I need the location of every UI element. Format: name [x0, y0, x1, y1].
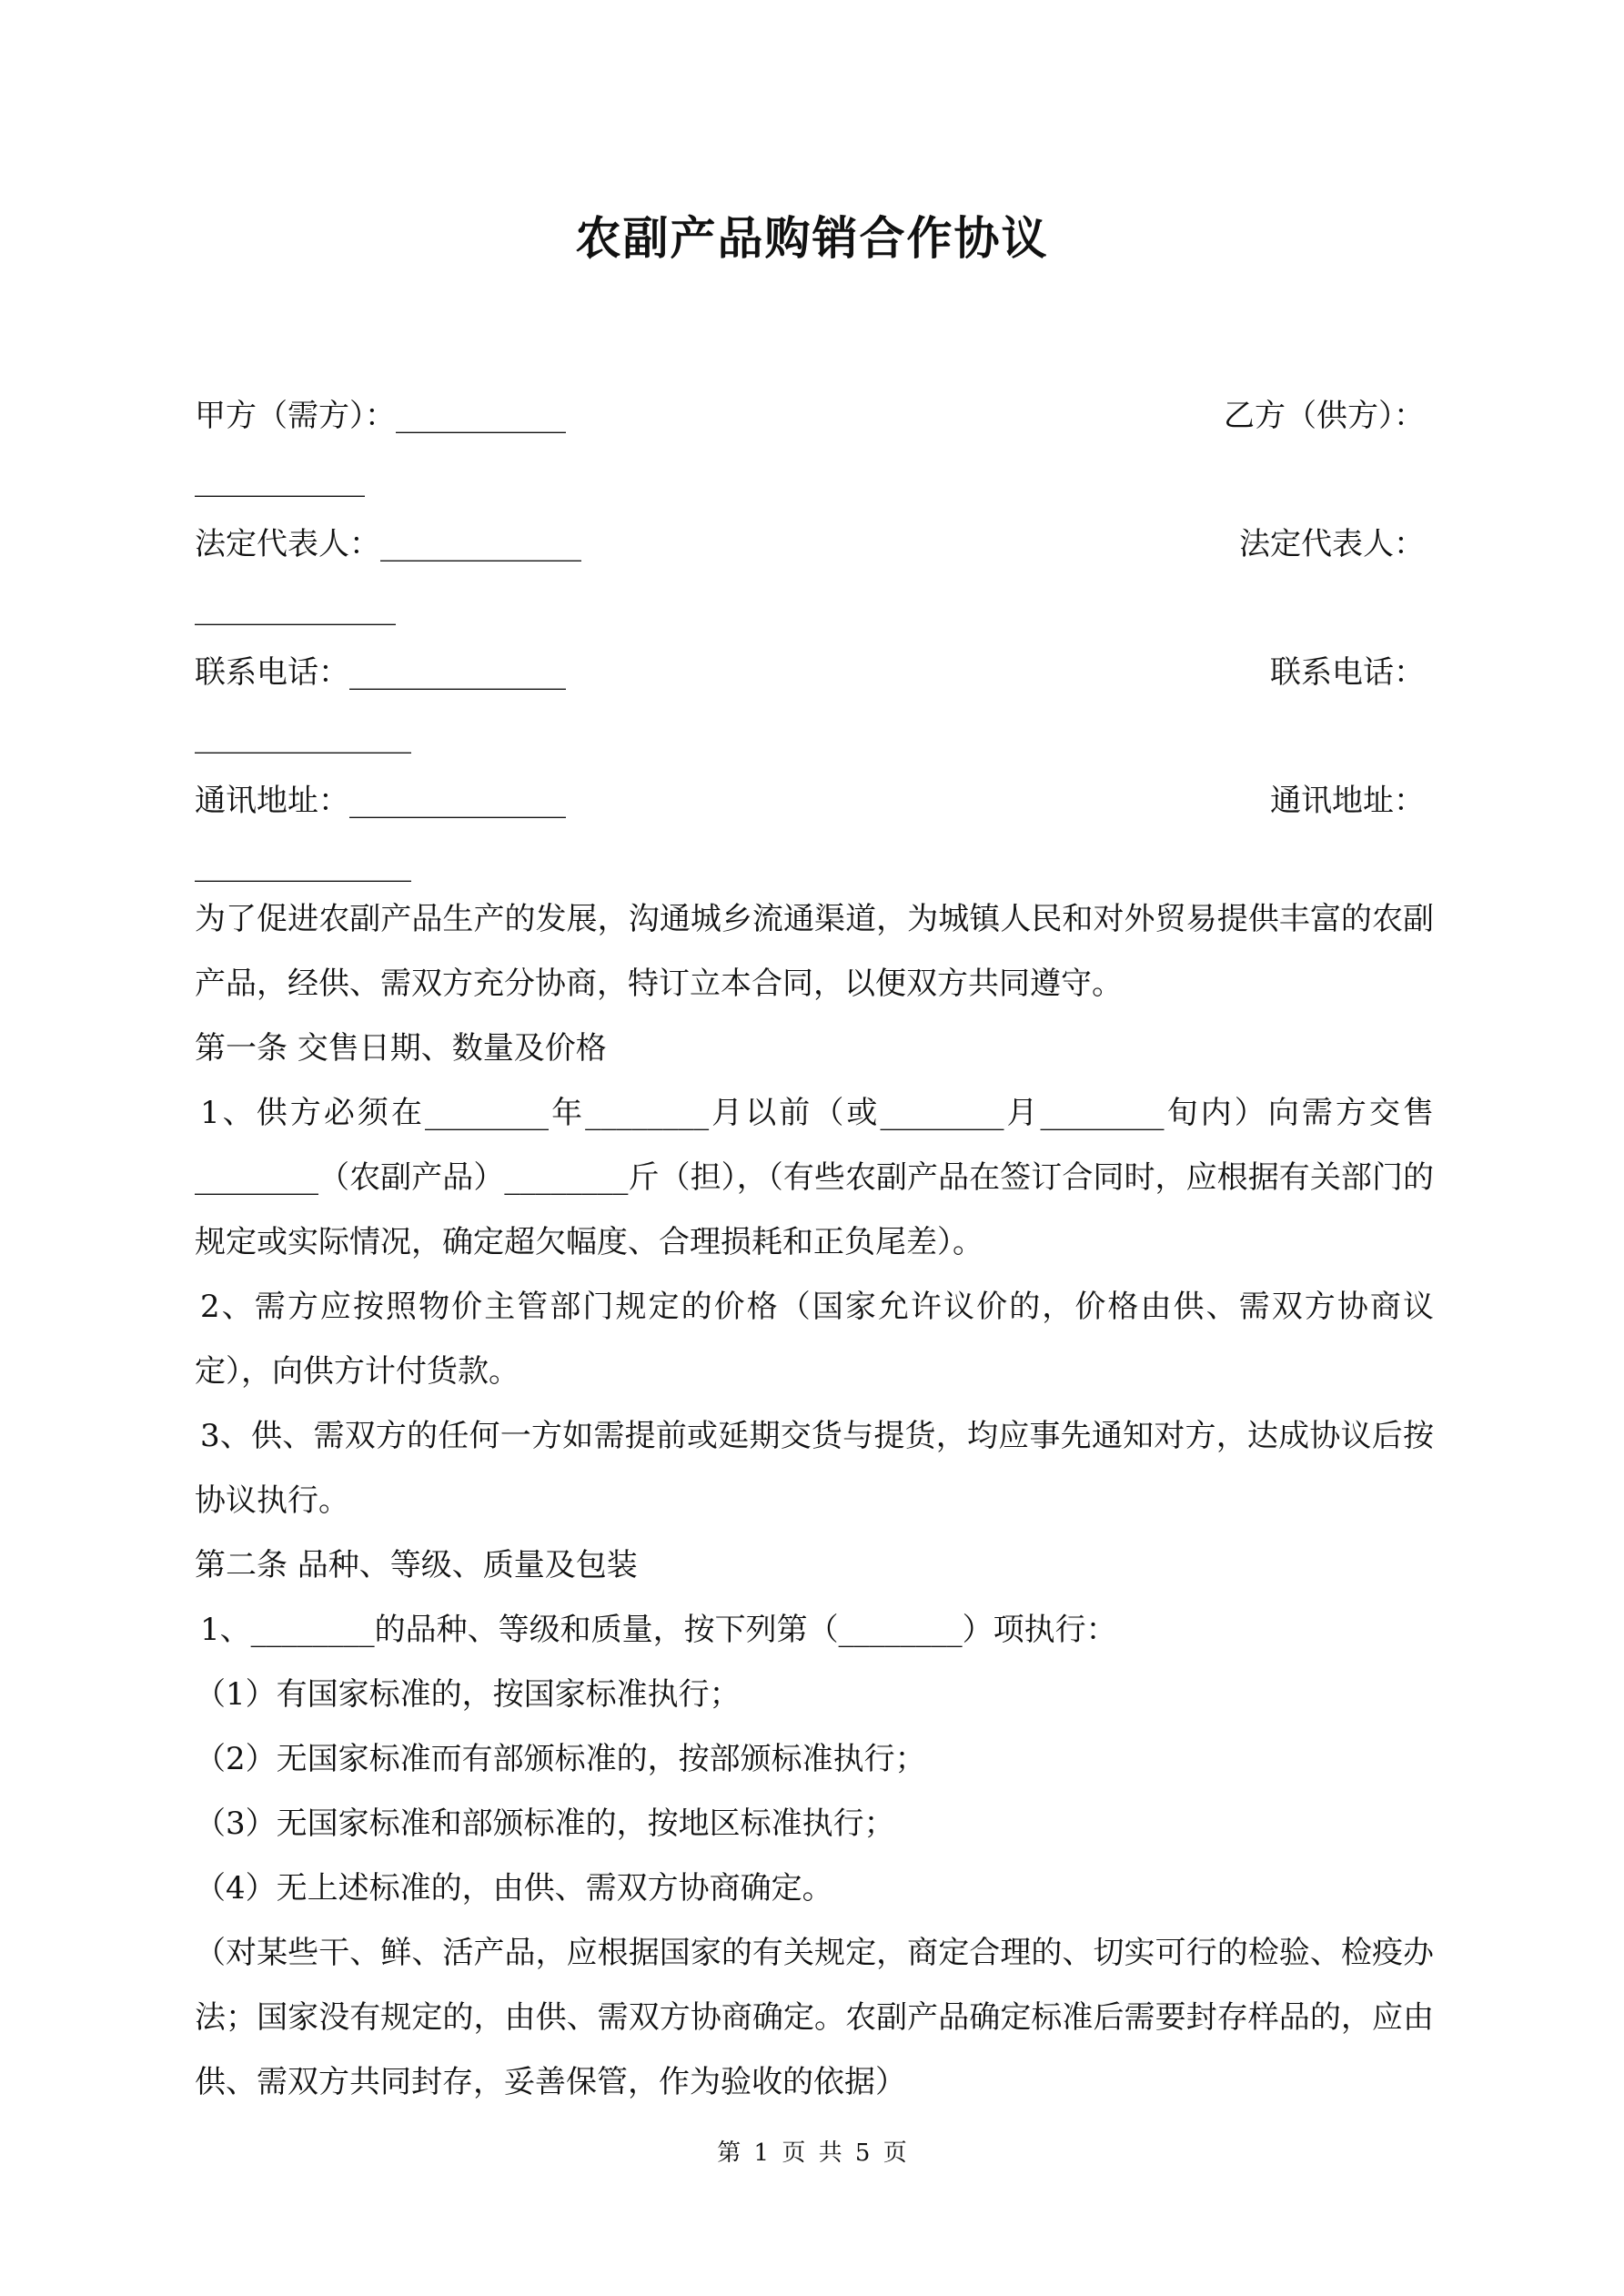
standard-option-2: （2）无国家标准而有部颁标准的，按部颁标准执行；	[195, 1741, 926, 1777]
party-b-phone-label: 联系电话：	[1270, 654, 1425, 691]
party-a-representative: 法定代表人：_____________	[195, 526, 581, 562]
article-1-clause-2: 2、需方应按照物价主管部门规定的价格（国家允许议价的，价格由供、需双方协商议定），向供方计付货款。	[195, 1289, 1434, 1390]
party-row-phone	[195, 650, 1425, 695]
page-footer: 第 1 页 共 5 页	[717, 2139, 907, 2167]
standard-option-1: （1）有国家标准的，按国家标准执行；	[195, 1676, 741, 1713]
article-1-heading: 第一条 交售日期、数量及价格	[195, 1030, 607, 1067]
standard-option-4: （4）无上述标准的，由供、需双方协商确定。	[195, 1870, 833, 1907]
party-b-representative-blank: _____________	[195, 590, 396, 626]
document-title: 农副产品购销合作协议	[575, 211, 1049, 265]
party-b-representative-label: 法定代表人：	[1239, 526, 1425, 562]
standard-option-3: （3）无国家标准和部颁标准的，按地区标准执行；	[195, 1805, 895, 1842]
preamble-paragraph: 为了促进农副产品生产的发展，沟通城乡流通渠道，为城镇人民和对外贸易提供丰富的农副产品，经供、需双方充分协商，特订立本合同，以便双方共同遵守。	[195, 901, 1434, 1002]
article-2-heading: 第二条 品种、等级、质量及包装	[195, 1547, 638, 1583]
party-b-address-blank: ______________	[195, 846, 411, 883]
party-a-name: 甲方（需方）：___________	[195, 398, 566, 434]
party-b-address-label: 通讯地址：	[1270, 783, 1425, 819]
party-b-name-blank: ___________	[195, 461, 365, 498]
party-b-phone-blank: ______________	[195, 718, 411, 754]
article-1-clause-3: 3、供、需双方的任何一方如需提前或延期交货与提货，均应事先通知对方，达成协议后按协议执行。	[195, 1418, 1434, 1519]
article-2-clause-1: 1、________的品种、等级和质量，按下列第（________）项执行：	[200, 1612, 1117, 1648]
standard-note: （对某些干、鲜、活产品，应根据国家的有关规定，商定合理的、切实可行的检验、检疫办法；国家没有规定的，由供、需双方协商确定。农副产品确定标准后需要封存样品的，应由供、需双方共同封存，妥善保管，作为验收的依据）	[195, 1935, 1434, 2100]
contract-body	[195, 887, 1434, 2115]
party-a-phone: 联系电话：______________	[195, 654, 566, 691]
party-b-name-label: 乙方（供方）：	[1224, 398, 1425, 434]
party-a-address: 通讯地址：______________	[195, 783, 566, 819]
article-1-clause-1: 1、供方必须在________年________月以前（或________月________旬内）向需方交售________（农副产品）________斤（担），（有些农副产品在签订合同时，应根据有关部门的规定或实际情况，确定超欠幅度、合理损耗和正负尾差）。	[195, 1095, 1434, 1260]
party-row-address	[195, 778, 1425, 824]
party-row-name	[195, 393, 1425, 439]
party-row-representative	[195, 521, 1425, 567]
